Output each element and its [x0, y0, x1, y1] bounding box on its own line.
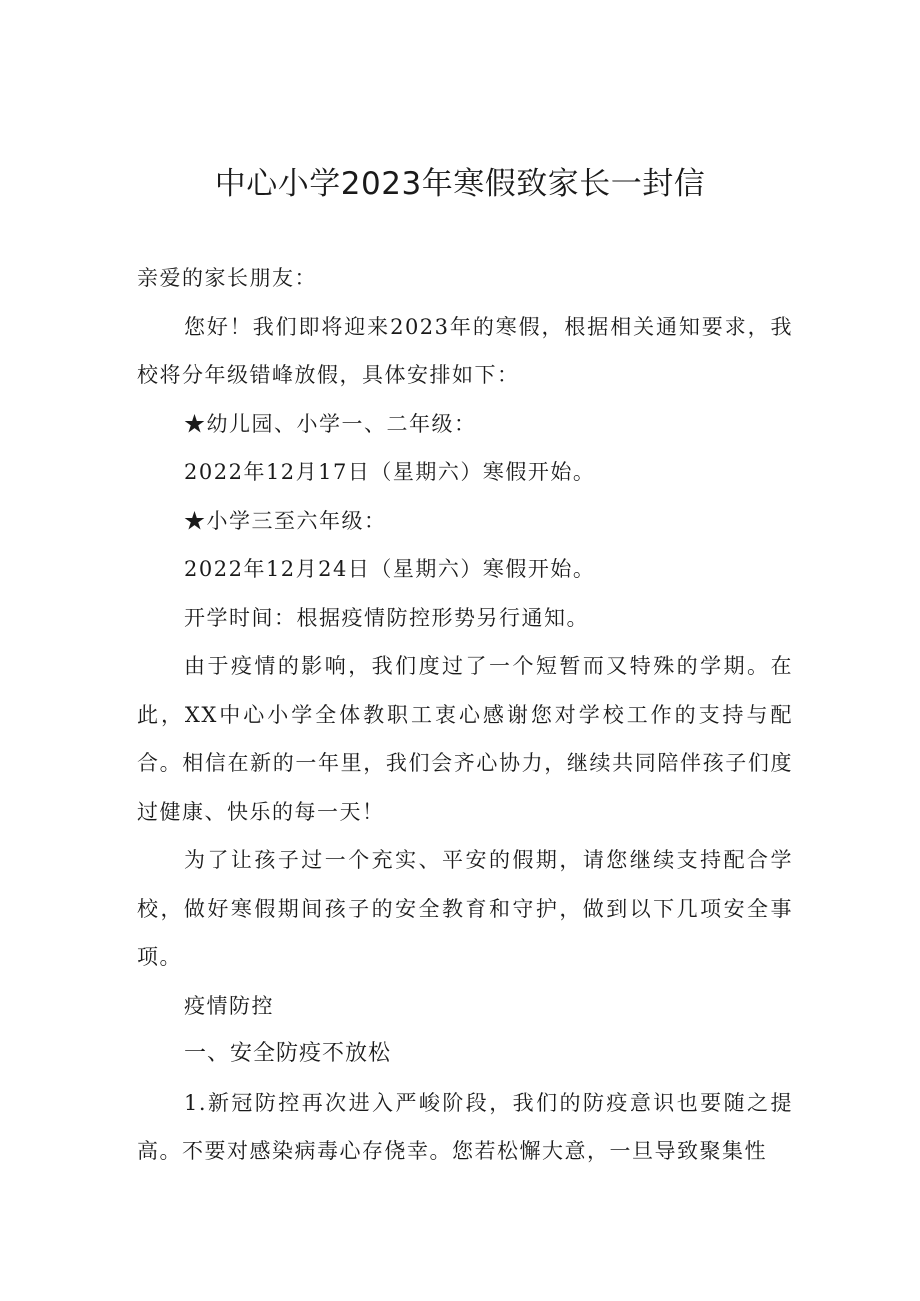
school-start-note: 开学时间：根据疫情防控形势另行通知。: [184, 605, 589, 630]
schedule-group-2: ★小学三至六年级：: [184, 508, 387, 533]
request-paragraph: 为了让孩子过一个充实、平安的假期，请您继续支持配合学校，做好寒假期间孩子的安全教育和守护，做到以下几项安全事项。: [137, 848, 793, 969]
item-1-paragraph: 1.新冠防控再次进入严峻阶段，我们的防疫意识也要随之提高。不要对感染病毒心存侥幸。您若松懈大意，一旦导致聚集性: [137, 1090, 793, 1163]
section-heading: 一、安全防疫不放松: [184, 1041, 392, 1066]
letter-title: 中心小学2023年寒假致家长一封信: [214, 166, 706, 202]
schedule-date-1: 2022年12月17日（星期六）寒假开始。: [184, 460, 596, 484]
topic-label: 疫情防控: [184, 993, 274, 1018]
intro-paragraph: 您好！我们即将迎来2023年的寒假，根据相关通知要求，我校将分年级错峰放假，具体安排如下：: [137, 314, 793, 387]
thanks-paragraph: 由于疫情的影响，我们度过了一个短暂而又特殊的学期。在此，XX中心小学全体教职工衷心感谢您对学校工作的支持与配合。相信在新的一年里，我们会齐心协力，继续共同陪伴孩子们度过健康、快乐的每一天！: [137, 654, 793, 824]
schedule-group-1: ★幼儿园、小学一、二年级：: [184, 411, 477, 436]
salutation: 亲爱的家长朋友：: [137, 266, 317, 290]
letter-body: [137, 254, 793, 1176]
schedule-date-2: 2022年12月24日（星期六）寒假开始。: [184, 557, 596, 581]
